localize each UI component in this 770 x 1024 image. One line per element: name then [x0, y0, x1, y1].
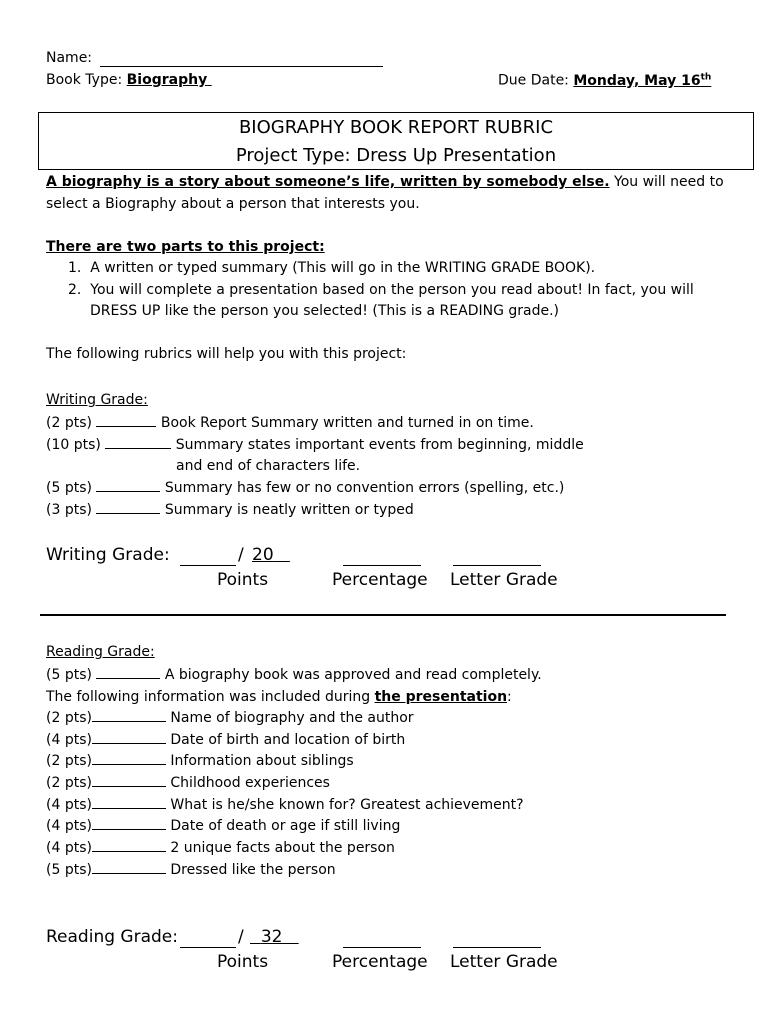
part-text: You will complete a presentation based on the person you read about! In fact, you will — [90, 282, 694, 298]
reading-heading: Reading Grade: — [46, 644, 155, 660]
rubric-intro: The following rubrics will help you with this project: — [46, 346, 407, 362]
writing-grade-label: Writing Grade: — [46, 545, 170, 565]
writing-item: (2 pts) Book Report Summary written and turned in on time. — [46, 415, 534, 431]
intro-paragraph — [46, 172, 736, 215]
parts-heading: There are two parts to this project: — [46, 239, 325, 255]
part-text: A written or typed summary (This will go in the WRITING GRADE BOOK). — [90, 260, 596, 276]
writing-slash: / — [238, 545, 244, 565]
reading-letter-field[interactable] — [453, 947, 541, 948]
reading-first-item: (5 pts) A biography book was approved and read completely. — [46, 667, 542, 683]
writing-letter-field[interactable] — [453, 565, 541, 566]
reading-item: (2 pts) Name of biography and the author — [46, 710, 414, 726]
reading-percentage-field[interactable] — [343, 947, 421, 948]
title-line-2: Project Type: Dress Up Presentation — [235, 145, 557, 166]
reading-item: (4 pts) What is he/she known for? Greatest achievement? — [46, 797, 524, 813]
reading-letter-label: Letter Grade — [450, 952, 558, 972]
due-date-row — [498, 72, 711, 89]
title-line-1: BIOGRAPHY BOOK REPORT RUBRIC — [238, 117, 554, 138]
writing-item-cont: and end of characters life. — [176, 458, 361, 474]
writing-heading: Writing Grade: — [46, 392, 148, 408]
part-item-2-cont: DRESS UP like the person you selected! (This is a READING grade.) — [90, 303, 560, 319]
writing-percentage-label: Percentage — [332, 570, 428, 590]
name-label: Name: — [46, 50, 93, 66]
book-type-value: Biography — [126, 72, 208, 88]
writing-item: (3 pts) Summary is neatly written or typed — [46, 502, 414, 518]
reading-points-label: Points — [217, 952, 269, 972]
reading-item: (4 pts) 2 unique facts about the person — [46, 840, 395, 856]
name-row — [46, 50, 92, 66]
reading-slash: / — [238, 927, 244, 947]
writing-letter-label: Letter Grade — [450, 570, 558, 590]
reading-info-line: The following information was included during the presentation: — [46, 689, 512, 705]
writing-percentage-field[interactable] — [343, 565, 421, 566]
reading-score-field[interactable] — [180, 947, 236, 948]
due-date-label: Due Date: — [498, 72, 569, 89]
due-date-value: Monday, May 16th — [573, 72, 712, 89]
intro-rest: You will need to select a Biography about a person that interests you. — [46, 174, 724, 212]
reading-item: (4 pts) Date of birth and location of birth — [46, 732, 406, 748]
writing-item: (5 pts) Summary has few or no convention errors (spelling, etc.) — [46, 480, 565, 496]
writing-item: (10 pts) Summary states important events from beginning, middle — [46, 437, 584, 453]
reading-total: 32 — [260, 927, 283, 947]
part-item-2 — [68, 280, 694, 302]
reading-item: (5 pts) Dressed like the person — [46, 862, 336, 878]
part-num: 1. — [68, 260, 82, 276]
due-date-suffix: th — [700, 72, 712, 82]
intro-bold: A biography is a story about someone’s life, written by somebody else. — [46, 174, 610, 190]
part-item-1 — [68, 258, 595, 280]
reading-item: (4 pts) Date of death or age if still living — [46, 818, 401, 834]
reading-item: (2 pts) Information about siblings — [46, 753, 354, 769]
title-box — [38, 112, 754, 170]
reading-grade-label: Reading Grade: — [46, 927, 178, 947]
section-divider — [40, 614, 726, 616]
book-type-row — [46, 72, 212, 88]
part-num: 2. — [68, 282, 82, 298]
writing-score-field[interactable] — [180, 565, 236, 566]
book-type-label: Book Type: — [46, 72, 123, 88]
writing-total: 20 — [252, 545, 274, 565]
reading-percentage-label: Percentage — [332, 952, 428, 972]
name-field[interactable] — [100, 66, 383, 67]
reading-item: (2 pts) Childhood experiences — [46, 775, 330, 791]
writing-points-label: Points — [217, 570, 269, 590]
